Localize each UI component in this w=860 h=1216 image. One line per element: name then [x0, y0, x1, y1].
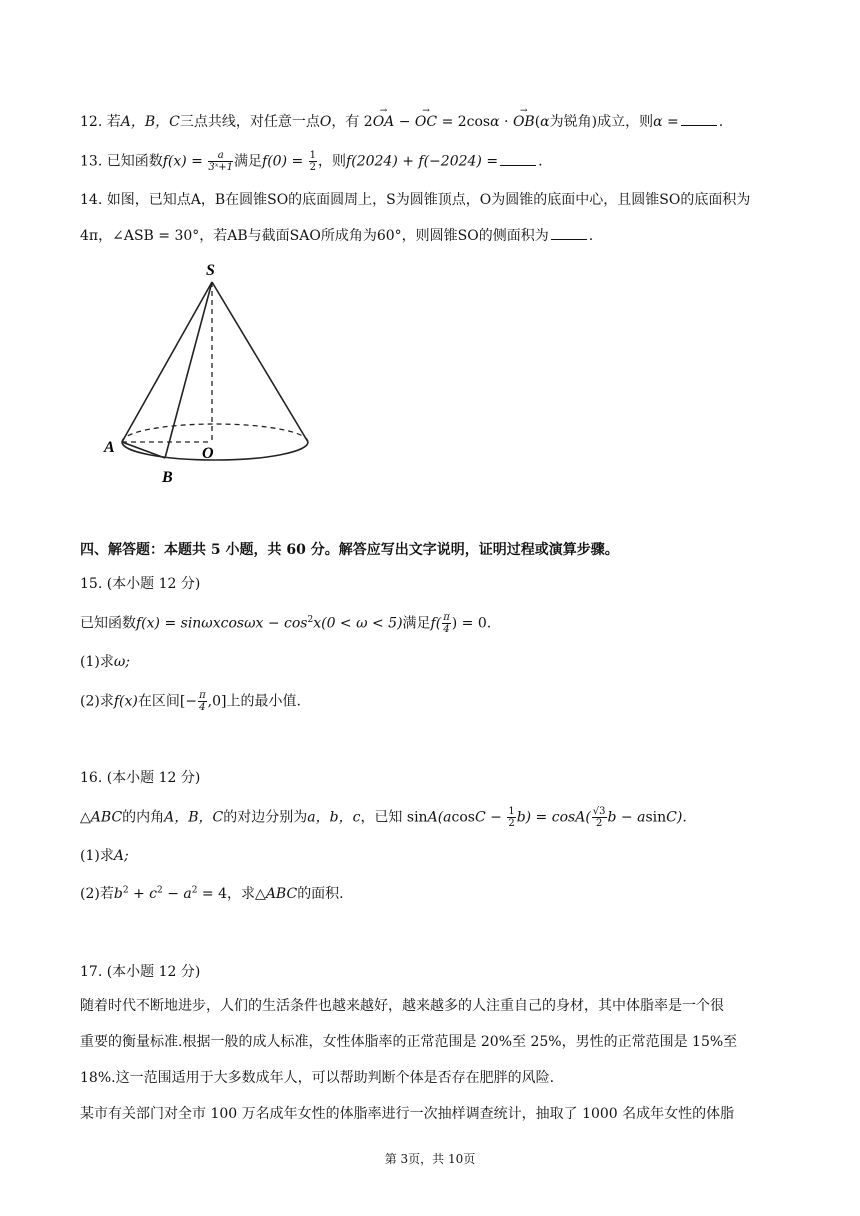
question-16-stem: △ABC的内角A，B，C的对边分别为a，b，c，已知 sinA(acosC − $\frac{1}{2}$ b) = cosA( $\frac{√3}{2}$ b − asinC).: [80, 806, 687, 829]
question-12: 12. 若A，B，C三点共线，对任意一点O，有 2→ OA − → OC = 2cosα · → OB(α为锐角)成立，则α = .: [80, 112, 723, 132]
question-17-paragraph-line: 18%.这一范围适用于大多数成年人，可以帮助判断个体是否存在肥胖的风险.: [80, 1070, 555, 1086]
question-16-part2: (2)若$b^2 + c^2 - a^2 = 4$，求△ABC的面积.: [80, 885, 344, 902]
fraction: $\frac{a}{\text{3ˣ+1}}$: [208, 150, 234, 173]
question-14-line1: 14. 如图，已知点A，B在圆锥SO的底面圆周上，S为圆锥顶点，O为圆锥的底面中心，且圆锥SO的底面积为: [80, 192, 751, 208]
question-17-paragraph-line: 随着时代不断地进步，人们的生活条件也越来越好，越来越多的人注重自己的身材，其中体脂率是一个很: [80, 998, 724, 1014]
question-15-part2: (2)求f(x)在区间[− $\frac{\pi}{4}$ ,0]上的最小值.: [80, 690, 301, 713]
chord-ab: [122, 442, 165, 458]
answer-blank: [681, 113, 717, 126]
vector-oa: → OA: [373, 112, 395, 132]
vector-ob: → OB: [513, 112, 535, 132]
fraction: $\frac{1}{2}$: [309, 150, 317, 173]
answer-blank: [551, 227, 587, 240]
cone-figure: [100, 260, 320, 490]
question-17-paragraph-line: 重要的衡量标准.根据一般的成人标准，女性体脂率的正常范围是 20%至 25%，男性的正常范围是 15%至: [80, 1034, 738, 1050]
edge-sb: [165, 282, 212, 458]
answer-blank: [500, 153, 536, 166]
base-ellipse-back: [122, 424, 308, 442]
question-16-part1: (1)求A;: [80, 848, 129, 864]
label-a: A: [104, 439, 115, 456]
fraction: $\frac{\pi}{4}$: [199, 690, 206, 713]
question-17-head: 17. (本小题 12 分): [80, 964, 201, 980]
fraction: $\frac{\pi}{4}$: [443, 612, 450, 635]
label-s: S: [206, 262, 215, 279]
label-o: O: [202, 445, 214, 462]
question-13: 13. 已知函数f(x) = $\frac{a}{\text{3ˣ+1}}$ 满足f(0) = $\frac{1}{2}$ ，则f(2024) + f(−2024) = .: [80, 150, 543, 173]
fraction: $\frac{√3}{2}$: [592, 806, 606, 829]
fraction: $\frac{1}{2}$: [508, 806, 515, 829]
question-17-paragraph-line: 某市有关部门对全市 100 万名成年女性的体脂率进行一次抽样调查统计，抽取了 1000 名成年女性的体脂: [80, 1106, 735, 1122]
edge-sa: [122, 282, 212, 442]
question-15-part1: (1)求ω;: [80, 654, 130, 670]
question-15-stem: 已知函数$f(x) = \sin\omega xcos\omega x - \cos^2x(0 < \omega < 5)$满足f( $\frac{\pi}{4}$ ) = 0.: [80, 612, 492, 635]
question-16-head: 16. (本小题 12 分): [80, 770, 201, 786]
question-14-line2: 4π，∠ASB = 30°，若AB与截面SAO所成角为60°，则圆锥SO的侧面积为 .: [80, 228, 594, 244]
page-footer: 第 3页，共 10页: [384, 1152, 476, 1166]
question-15-head: 15. (本小题 12 分): [80, 576, 201, 592]
vector-oc: → OC: [415, 112, 437, 132]
edge-right: [212, 282, 308, 442]
base-ellipse-front: [122, 442, 308, 460]
section-heading: 四、解答题：本题共 5 小题，共 60 分。解答应写出文字说明，证明过程或演算步骤。: [80, 542, 619, 558]
label-b: B: [162, 469, 173, 486]
